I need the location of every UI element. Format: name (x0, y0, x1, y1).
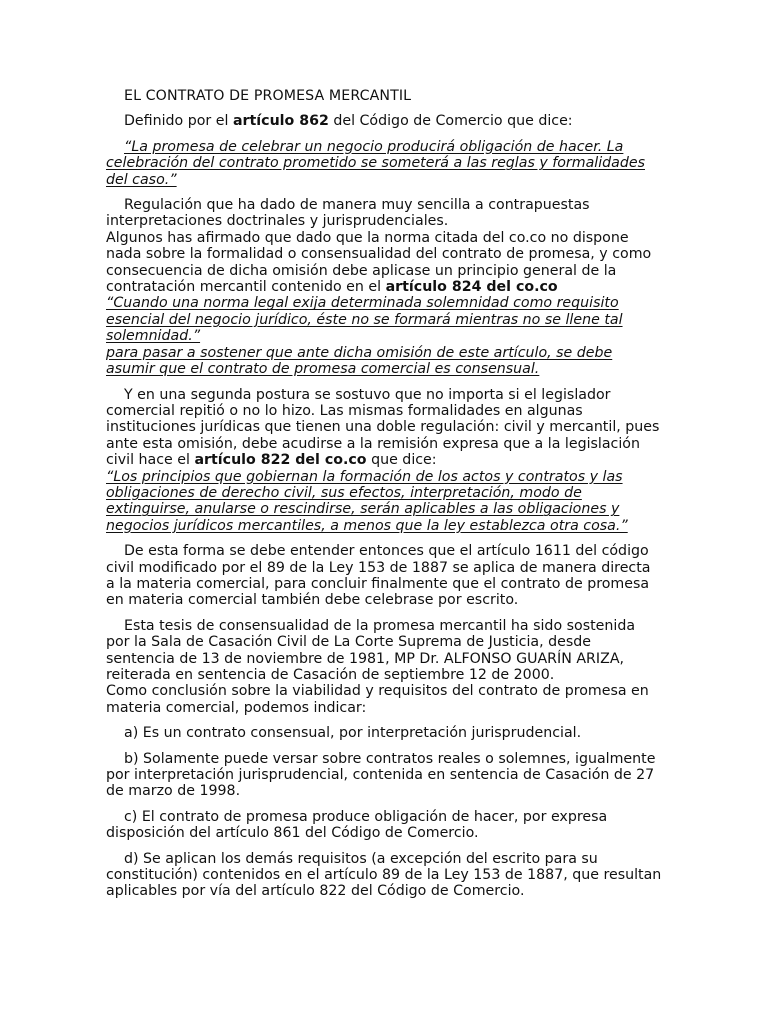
paragraph-regulation: Regulación que ha dado de manera muy sencilla a contrapuestas interpretaciones doctrinales y jurisprudenciales. (106, 197, 590, 230)
list-item-a: a) Es un contrato consensual, por interpretación jurisprudencial. (124, 725, 582, 742)
list-item-c: c) El contrato de promesa produce obligación de hacer, por expresa disposición del artículo 861 del Código de Comercio. (106, 808, 608, 842)
paragraph-first-position (106, 230, 662, 296)
document-title: EL CONTRATO DE PROMESA MERCANTIL (124, 88, 412, 104)
article-824-ref: artículo 824 del co.co (385, 279, 558, 296)
article-822-ref: artículo 822 del co.co (194, 452, 367, 469)
list-item-d: d) Se aplican los demás requisitos (a excepción del escrito para su constitución) contenidos en el artículo 89 de la Ley 153 de 1887, que resultan aplicables por vía del artículo 822 del Código de Comercio. (106, 850, 662, 900)
paragraph-second-position (106, 387, 662, 469)
quote-article-862: “La promesa de celebrar un negocio producirá obligación de hacer. La celebración del contrato prometido se someterá a las reglas y formalidades del caso.” (106, 138, 645, 188)
quote-conclusion-consensual: para pasar a sostener que ante dicha omisión de este artículo, se debe asumir que el contrato de promesa comercial es consensual. (106, 344, 613, 378)
paragraph-conclusion-intro: Como conclusión sobre la viabilidad y requisitos del contrato de promesa en materia comercial, podemos indicar: (106, 683, 649, 716)
article-862-ref: artículo 862 (232, 113, 329, 130)
definition-text-end: del Código de Comercio que dice: (328, 113, 573, 130)
paragraph-article-1611: De esta forma se debe entender entonces que el artículo 1611 del código civil modificado por el 89 de la Ley 153 de 1887 se aplica de manera directa a la materia comercial, para concluir finalmente que el contrato de promesa en materia comercial también debe celebrase por escrito. (106, 543, 651, 609)
second-position-text-end: que dice: (366, 452, 437, 469)
first-position-text: Algunos has afirmado que dado que la norma citada del co.co no dispone nada sobre la formalidad o consensualidad del contrato de promesa, y como consecuencia de dicha omisión debe aplicase un principio general de la contratación mercantil contenido en el (106, 229, 652, 296)
definition-text-start: Definido por el (124, 113, 233, 130)
paragraph-thesis: Esta tesis de consensualidad de la promesa mercantil ha sido sostenida por la Sala de Casación Civil de La Corte Suprema de Justicia, desde sentencia de 13 de noviembre de 1981, MP Dr. ALFONSO GUARÍN ARIZA, reiterada en sentencia de Casación de septiembre 12 de 2000. (106, 617, 636, 683)
list-item-b: b) Solamente puede versar sobre contratos reales o solemnes, igualmente por interpretación jurisprudencial, contenida en sentencia de Casación de 27 de marzo de 1998. (106, 750, 656, 800)
second-position-text: Y en una segunda postura se sostuvo que no importa si el legislador comercial repitió o no lo hizo. Las mismas formalidades en algunas instituciones jurídicas que tienen una doble regulación: civil y mercantil, pues ante esta omisión, debe acudirse a la remisión expresa que a la legislación civil hace el (106, 386, 660, 469)
quote-article-824: “Cuando una norma legal exija determinada solemnidad como requisito esencial del negocio jurídico, éste no se formará mientras no se llene tal solemnidad.” (106, 295, 623, 345)
paragraph-definition (106, 113, 662, 129)
quote-article-822: “Los principios que gobiernan la formación de los actos y contratos y las obligaciones de derecho civil, sus efectos, interpretación, modo de extinguirse, anularse o rescindirse, serán aplicables a las obligaciones y negocios jurídicos mercantiles, a menos que la ley establezca otra cosa.” (106, 468, 628, 534)
